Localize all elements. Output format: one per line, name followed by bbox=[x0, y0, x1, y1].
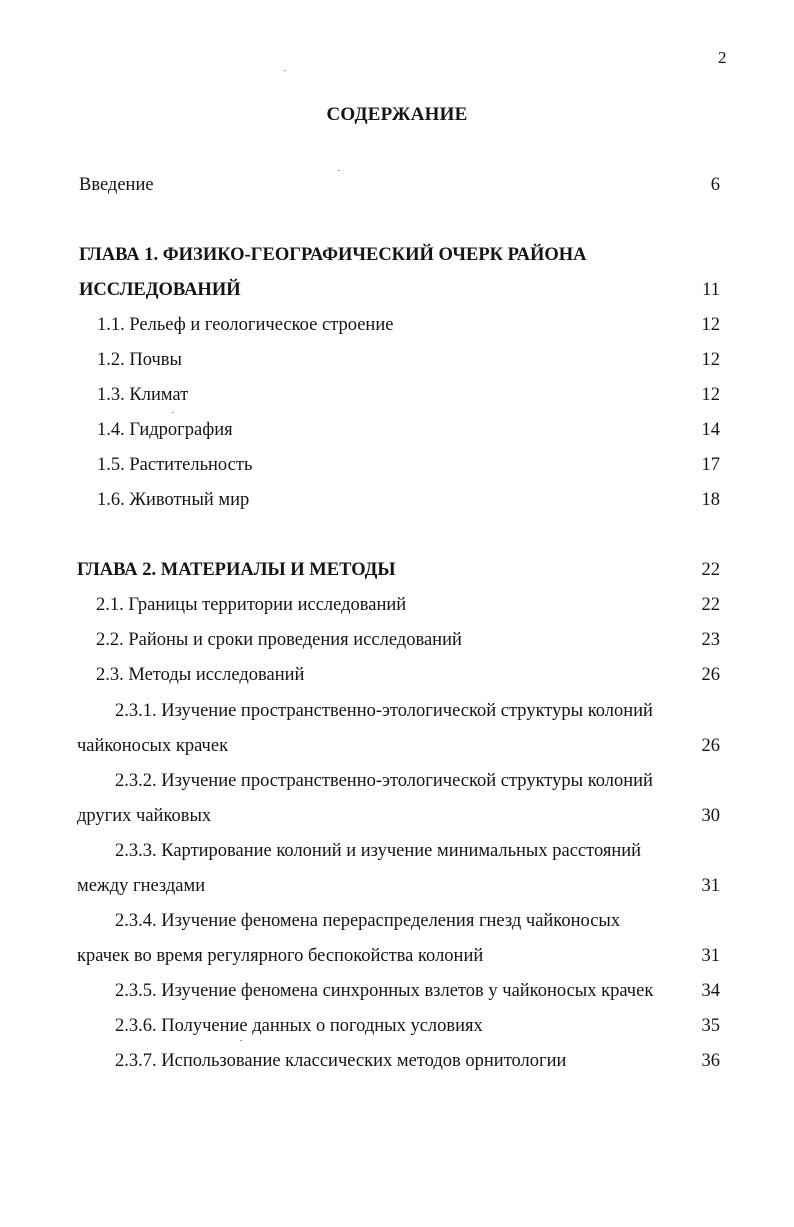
toc-entry-page: 12 bbox=[701, 350, 720, 370]
page-number: 2 bbox=[718, 48, 727, 67]
toc-entry-text: 1.3. Климат bbox=[97, 385, 189, 405]
toc-subsection-cont bbox=[0, 803, 794, 829]
toc-subsection bbox=[0, 768, 794, 794]
toc-entry-page: 12 bbox=[701, 385, 720, 405]
toc-subsection bbox=[0, 698, 794, 724]
toc-entry-page: 11 bbox=[702, 280, 720, 300]
toc-entry-page: 22 bbox=[701, 560, 720, 580]
toc-entry-text: 1.6. Животный мир bbox=[97, 490, 250, 510]
toc-subsection-cont bbox=[0, 733, 794, 759]
toc-subsection bbox=[0, 978, 794, 1004]
toc-entry-page: 26 bbox=[701, 736, 720, 756]
toc-section bbox=[0, 417, 794, 443]
toc-section bbox=[0, 312, 794, 338]
toc-chapter-1-heading bbox=[0, 242, 794, 268]
toc-entry-text: 2.3.5. Изучение феномена синхронных взлетов у чайконосых крачек bbox=[115, 981, 654, 1001]
toc-entry-text: чайконосых крачек bbox=[77, 736, 229, 756]
scan-speck bbox=[240, 1040, 242, 1041]
toc-entry-page: 18 bbox=[701, 490, 720, 510]
scan-speck bbox=[284, 70, 286, 71]
toc-entry-page: 22 bbox=[701, 595, 720, 615]
toc-section bbox=[0, 452, 794, 478]
toc-entry-page: 34 bbox=[701, 981, 720, 1001]
toc-entry-text: 1.5. Растительность bbox=[97, 455, 253, 475]
toc-entry-page: 6 bbox=[710, 175, 720, 195]
toc-entry-text: 2.3.1. Изучение пространственно-этологической структуры колоний bbox=[115, 701, 653, 721]
toc-section bbox=[0, 487, 794, 513]
toc-section bbox=[0, 592, 794, 618]
toc-chapter-title: ИССЛЕДОВАНИЙ bbox=[79, 280, 241, 300]
toc-subsection bbox=[0, 1048, 794, 1074]
toc-section bbox=[0, 662, 794, 688]
toc-entry-text: 2.2. Районы и сроки проведения исследований bbox=[96, 630, 462, 650]
toc-entry-text: 2.3.4. Изучение феномена перераспределения гнезд чайконосых bbox=[115, 911, 621, 931]
scan-speck bbox=[172, 412, 174, 413]
toc-entry-text: 1.4. Гидрография bbox=[97, 420, 233, 440]
toc-subsection-cont bbox=[0, 873, 794, 899]
toc-entry-page: 35 bbox=[701, 1016, 720, 1036]
toc-entry-intro bbox=[0, 172, 794, 198]
toc-entry-text: Введение bbox=[79, 175, 154, 195]
toc-subsection bbox=[0, 908, 794, 934]
toc-entry-text: 2.1. Границы территории исследований bbox=[96, 595, 407, 615]
toc-entry-page: 31 bbox=[701, 946, 720, 966]
toc-entry-text: 1.2. Почвы bbox=[97, 350, 182, 370]
toc-entry-text: 2.3.6. Получение данных о погодных условиях bbox=[115, 1016, 483, 1036]
toc-subsection bbox=[0, 1013, 794, 1039]
toc-entry-page: 14 bbox=[701, 420, 720, 440]
toc-chapter-title: ГЛАВА 2. МАТЕРИАЛЫ И МЕТОДЫ bbox=[77, 560, 396, 580]
toc-entry-text: крачек во время регулярного беспокойства колоний bbox=[77, 946, 484, 966]
toc-entry-page: 26 bbox=[701, 665, 720, 685]
toc-section bbox=[0, 627, 794, 653]
toc-chapter-title: ГЛАВА 1. ФИЗИКО-ГЕОГРАФИЧЕСКИЙ ОЧЕРК РАЙОНА bbox=[79, 245, 587, 265]
scan-speck bbox=[338, 170, 340, 171]
toc-entry-page: 36 bbox=[701, 1051, 720, 1071]
toc-entry-page: 30 bbox=[701, 806, 720, 826]
toc-entry-text: между гнездами bbox=[77, 876, 206, 896]
toc-entry-page: 17 bbox=[701, 455, 720, 475]
toc-entry-text: других чайковых bbox=[77, 806, 212, 826]
toc-entry-page: 12 bbox=[701, 315, 720, 335]
toc-entry-page: 31 bbox=[701, 876, 720, 896]
toc-entry-text: 2.3. Методы исследований bbox=[96, 665, 305, 685]
toc-section bbox=[0, 347, 794, 373]
toc-entry-text: 2.3.7. Использование классических методов орнитологии bbox=[115, 1051, 567, 1071]
toc-entry-text: 2.3.3. Картирование колоний и изучение минимальных расстояний bbox=[115, 841, 642, 861]
page-title: СОДЕРЖАНИЕ bbox=[326, 104, 468, 125]
toc-section bbox=[0, 382, 794, 408]
toc-chapter-2-heading bbox=[0, 557, 794, 583]
toc-entry-text: 2.3.2. Изучение пространственно-этологической структуры колоний bbox=[115, 771, 653, 791]
toc-subsection bbox=[0, 838, 794, 864]
toc-entry-text: 1.1. Рельеф и геологическое строение bbox=[97, 315, 394, 335]
toc-chapter-1-heading-cont bbox=[0, 277, 794, 303]
toc-subsection-cont bbox=[0, 943, 794, 969]
toc-entry-page: 23 bbox=[701, 630, 720, 650]
